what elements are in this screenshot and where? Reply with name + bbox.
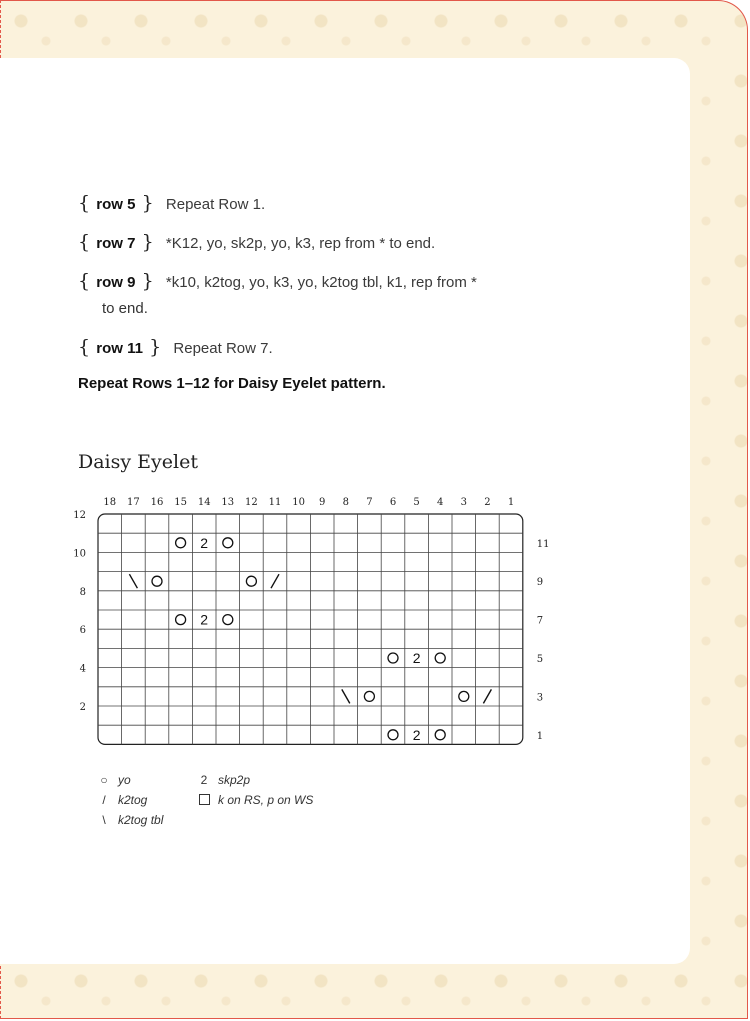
column-number-label: 5	[413, 497, 420, 508]
row-number-label: 4	[79, 663, 86, 675]
two-symbol-icon: 2	[200, 773, 208, 787]
repeat-note: Repeat Rows 1–12 for Daisy Eyelet pattern.	[78, 375, 386, 392]
brace-close: }	[141, 231, 154, 253]
column-number-label: 18	[103, 497, 117, 508]
skp2p-symbol: 2	[200, 534, 209, 551]
row-number-label: 6	[79, 625, 86, 637]
brace-open: {	[78, 192, 91, 214]
row-text: *K12, yo, sk2p, yo, k3, rep from * to end.	[165, 235, 436, 252]
legend-item-k2tog-tbl: \ k2tog tbl	[96, 810, 163, 830]
column-number-label: 8	[342, 497, 349, 508]
legend-left	[96, 770, 163, 830]
row-number-label: 7	[536, 615, 544, 627]
row-text: Repeat Row 7.	[173, 340, 273, 357]
row-number-label: 2	[79, 702, 86, 713]
column-number-label: 16	[150, 497, 164, 508]
row-number-label: 5	[536, 654, 544, 665]
row-text-continued: to end.	[102, 300, 148, 317]
yo-symbol-icon: ○	[100, 773, 108, 787]
brace-close: }	[149, 336, 162, 358]
column-number-label: 6	[389, 497, 397, 508]
skp2p-symbol: 2	[200, 611, 209, 628]
brace-open: {	[78, 336, 91, 358]
knitting-chart	[70, 488, 560, 752]
row-number-label: 9	[536, 577, 544, 589]
column-number-label: 17	[127, 497, 140, 508]
column-number-label: 7	[366, 497, 373, 508]
chart-title: Daisy Eyelet	[78, 451, 198, 473]
legend-item-yo: ○ yo	[96, 770, 163, 790]
column-number-label: 4	[437, 497, 444, 508]
row-label: row 5	[96, 196, 136, 213]
row-number-label: 1	[536, 730, 544, 742]
row-label: row 9	[96, 274, 136, 291]
legend-right	[196, 770, 313, 810]
row-number-label: 12	[73, 510, 86, 521]
brace-open: {	[78, 270, 91, 292]
column-number-label: 1	[507, 497, 515, 508]
column-number-label: 3	[460, 497, 467, 508]
row-number-label: 10	[73, 548, 86, 560]
brace-open: {	[78, 231, 91, 253]
legend-item-skp2p: 2 skp2p	[196, 770, 313, 790]
column-number-label: 10	[292, 497, 305, 508]
row-9-instruction	[78, 268, 548, 322]
row-7-instruction	[78, 229, 548, 257]
row-text: *k10, k2tog, yo, k3, yo, k2tog tbl, k1, rep from *	[165, 274, 477, 291]
brace-close: }	[141, 192, 154, 214]
skp2p-symbol: 2	[412, 650, 421, 666]
slash-symbol-icon: /	[102, 793, 106, 807]
row-number-label: 3	[536, 692, 544, 704]
column-number-label: 2	[484, 497, 491, 508]
brace-close: }	[141, 270, 154, 292]
row-number-label: 11	[536, 538, 550, 550]
row-text: Repeat Row 1.	[165, 196, 266, 213]
row-5-instruction	[78, 190, 548, 218]
square-symbol-icon	[196, 790, 212, 810]
column-number-label: 14	[197, 497, 211, 508]
column-number-label: 15	[174, 497, 187, 508]
row-number-label: 8	[79, 586, 86, 598]
legend-item-k2tog: / k2tog	[96, 790, 163, 810]
row-label: row 11	[96, 340, 143, 357]
legend-item-knit-purl: k on RS, p on WS	[196, 790, 313, 810]
row-11-instruction	[78, 334, 548, 362]
column-number-label: 12	[245, 497, 258, 508]
column-number-label: 11	[268, 497, 282, 508]
skp2p-symbol: 2	[412, 726, 421, 743]
column-number-label: 13	[221, 497, 235, 508]
column-number-label: 9	[319, 497, 326, 508]
backslash-symbol-icon: \	[102, 813, 106, 827]
row-label: row 7	[96, 235, 136, 252]
